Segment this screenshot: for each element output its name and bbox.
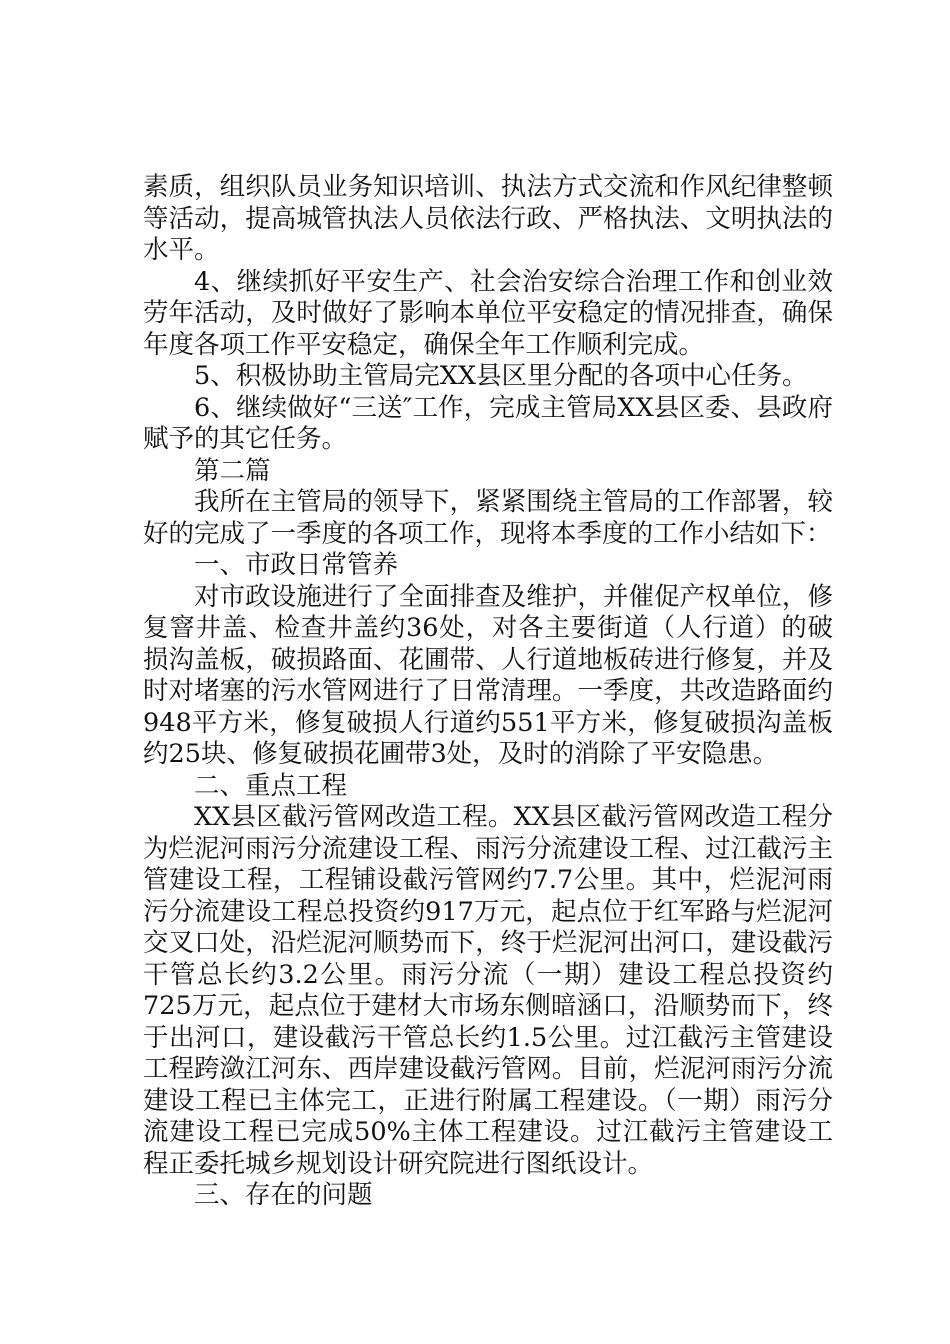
section-title-part-two: 第二篇 — [194, 455, 271, 486]
paragraph-intro: 我所在主管局的领导下，紧紧围绕主管局的工作部署，较好的完成了一季度的各项工作，现将本季度的工作小结如下： — [143, 487, 833, 549]
paragraph-continuation: 素质，组织队员业务知识培训、执法方式交流和作风纪律整顿等活动，提高城管执法人员依法行政、严格执法、文明执法的水平。 — [143, 172, 833, 265]
paragraph-municipal-maintenance: 对市政设施进行了全面排查及维护，并催促产权单位，修复窨井盖、检查井盖约36处，对各主要街道（人行道）的破损沟盖板，破损路面、花圃带、人行道地板砖进行修复，并及时对堵塞的污水管网进行了日常清理。一季度，共改造路面约948平方米，修复破损人行道约551平方米，修复破损沟盖板约25块、修复破损花圃带3处，及时的消除了平安隐患。 — [143, 581, 833, 769]
heading-existing-problems: 三、存在的问题 — [194, 1180, 373, 1210]
paragraph-item-4: 4、继续抓好平安生产、社会治安综合治理工作和创业效劳年活动，及时做好了影响本单位平安稳定的情况排查，确保年度各项工作平安稳定，确保全年工作顺利完成。 — [143, 266, 833, 360]
paragraph-item-5: 5、积极协助主管局完XX县区里分配的各项中心任务。 — [194, 361, 808, 391]
heading-municipal-maintenance: 一、市政日常管养 — [194, 550, 399, 580]
paragraph-item-6: 6、继续做好“三送″工作，完成主管局XX县区委、县政府赋予的其它任务。 — [143, 392, 833, 454]
paragraph-key-projects: XX县区截污管网改造工程。XX县区截污管网改造工程分为烂泥河雨污分流建设工程、雨污分流建设工程、过江截污主管建设工程，工程铺设截污管网约7.7公里。其中，烂泥河雨污分流建设工程总投资约917万元，起点位于红军路与烂泥河交叉口处，沿烂泥河顺势而下，终于烂泥河出河口，建设截污干管总长约3.2公里。雨污分流（一期）建设工程总投资约725万元，起点位于建材大市场东侧暗涵口，沿顺势而下，终于出河口，建设截污干管总长约1.5公里。过江截污主管建设工程跨潋江河东、西岸建设截污管网。目前，烂泥河雨污分流建设工程已主体完工，正进行附属工程建设。（一期）雨污分流建设工程已完成50%主体工程建设。过江截污主管建设工程正委托城乡规划设计研究院进行图纸设计。 — [143, 802, 833, 1179]
heading-key-projects: 二、重点工程 — [194, 770, 348, 801]
document-body — [143, 172, 833, 1212]
